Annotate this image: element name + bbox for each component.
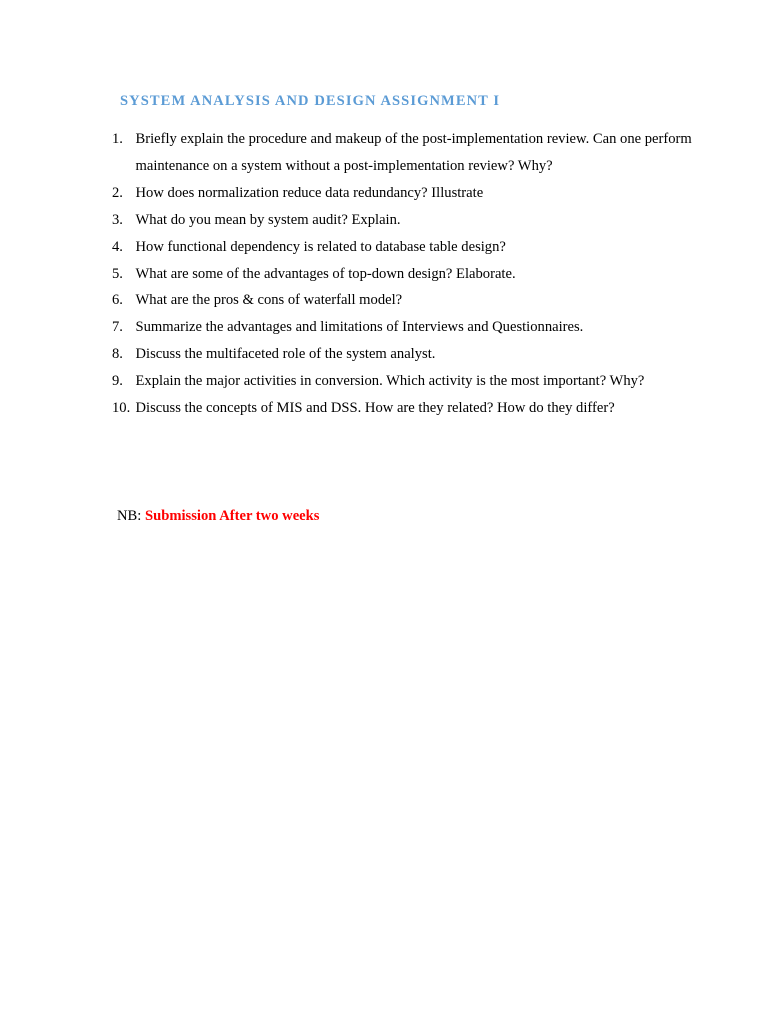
list-item bbox=[112, 126, 692, 180]
question-text: How functional dependency is related to database table design? bbox=[135, 238, 506, 255]
question-number: 3. bbox=[112, 211, 123, 228]
note-label: NB: bbox=[117, 508, 142, 524]
question-number: 7. bbox=[112, 319, 123, 336]
question-number: 6. bbox=[112, 292, 123, 309]
list-item bbox=[112, 341, 692, 368]
list-item bbox=[112, 261, 692, 288]
question-text: Explain the major activities in conversion. Which activity is the most important? Why? bbox=[135, 373, 645, 390]
list-item bbox=[112, 234, 692, 261]
question-number: 4. bbox=[112, 238, 123, 255]
list-item bbox=[112, 395, 692, 422]
question-text: What are the pros & cons of waterfall model? bbox=[135, 292, 403, 309]
list-item bbox=[112, 180, 692, 207]
submission-note bbox=[117, 508, 319, 525]
question-number: 9. bbox=[112, 373, 123, 390]
question-text: How does normalization reduce data redundancy? Illustrate bbox=[135, 184, 484, 201]
list-item bbox=[112, 368, 692, 395]
question-number: 2. bbox=[112, 184, 123, 201]
question-text: Discuss the concepts of MIS and DSS. How are they related? How do they differ? bbox=[135, 400, 615, 417]
question-number: 5. bbox=[112, 265, 123, 282]
question-text: What do you mean by system audit? Explain. bbox=[135, 211, 401, 228]
question-list bbox=[112, 126, 692, 422]
question-text: Briefly explain the procedure and makeup of the post-implementation review. Can one perform maintenance on a system without a post-implementation review? Why? bbox=[135, 131, 692, 174]
question-number: 8. bbox=[112, 346, 123, 363]
document-title: SYSTEM ANALYSIS AND DESIGN ASSIGNMENT I bbox=[120, 93, 501, 109]
question-text: What are some of the advantages of top-down design? Elaborate. bbox=[135, 265, 516, 282]
question-number: 10. bbox=[112, 400, 131, 417]
list-item bbox=[112, 207, 692, 234]
question-text: Summarize the advantages and limitations of Interviews and Questionnaires. bbox=[135, 319, 584, 336]
list-item bbox=[112, 287, 692, 314]
list-item bbox=[112, 314, 692, 341]
question-number: 1. bbox=[112, 131, 123, 147]
note-deadline: Submission After two weeks bbox=[144, 508, 320, 524]
question-text: Discuss the multifaceted role of the system analyst. bbox=[135, 346, 436, 363]
